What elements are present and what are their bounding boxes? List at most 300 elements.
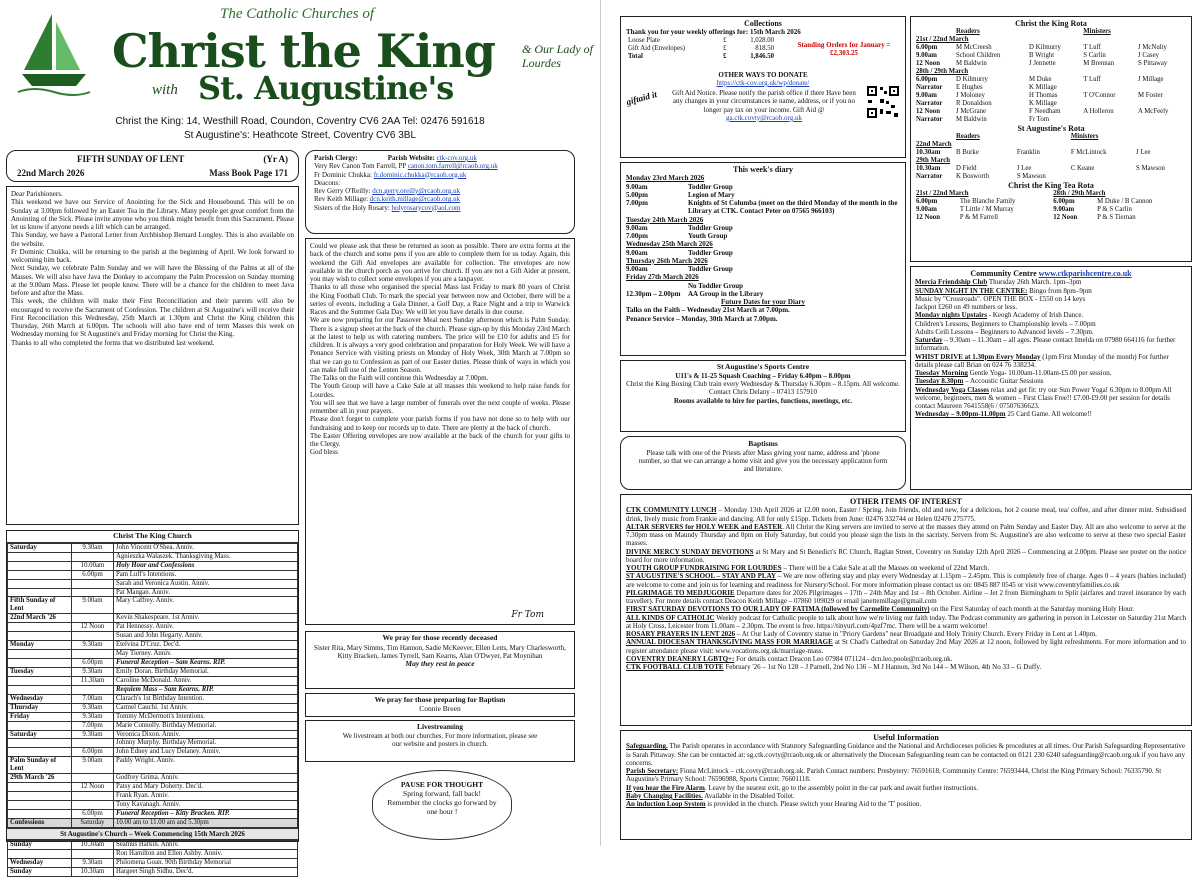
rota-minister-1: T O'Connor: [1083, 91, 1116, 99]
middle-paragraph: The Easter Offering envelopes are now available at the back of the church for your gifts to the Clergy.: [310, 431, 570, 448]
rota-minister-2: [1136, 116, 1188, 124]
mass-row: [8, 659, 298, 668]
mass-row: [8, 783, 298, 792]
interest-item-heading: COVENTRY DEANERY LGBTQ+:: [626, 654, 735, 663]
community-list: [915, 278, 1187, 418]
baptisms-box: [620, 436, 906, 490]
community-item-text: relax and get fit: try our Sun Power Yoga! 6.30pm to 8.00pm All welcome, beginners, men & women – First Class Free!! £7.00-£9.00 per session for details contact Maureen 7641558(6 / 07507636623.: [915, 385, 1172, 411]
rota-h-ministers: Ministers: [1070, 133, 1099, 141]
rota-box: [910, 16, 1192, 262]
website-label: Parish Website:: [387, 154, 435, 162]
mass-day: Friday: [8, 712, 72, 721]
rota-reader-1: B Burke: [956, 149, 979, 156]
sports-line2: Christ the King Boxing Club train every Wednesday & Thursday 6.30pm – 8.15pm. All welcome.: [626, 380, 900, 389]
middle-paragraph: The Talks on the Faith will continue this Wednesday at 7.00pm.: [310, 374, 489, 382]
interest-item-heading: CTK COMMUNITY LUNCH: [626, 506, 717, 515]
diary-day: Wednesday 25th March 2026: [626, 240, 713, 249]
deceased-title: We pray for those recently deceased: [382, 633, 498, 642]
mass-intention: Carmel Cauchi. 1st Anniv.: [114, 703, 298, 712]
sailboat-logo-icon: [14, 8, 94, 96]
rota-time: Narrator: [916, 172, 943, 180]
rota-ctk-table: [914, 28, 1188, 123]
rota-row: [914, 165, 1188, 173]
mass-time: 6.00pm: [72, 748, 114, 757]
mass-time: [72, 792, 114, 801]
mass-row: [8, 543, 298, 552]
interest-item: [626, 663, 1186, 671]
livestream-box: [305, 720, 575, 762]
tea-row: [914, 206, 1188, 214]
clergy-line: [314, 171, 566, 179]
diary-text: Toddler Group: [688, 223, 733, 232]
sports-line1: U11's & 11-25 Squash Coaching – Friday 6.40pm – 8.00pm: [675, 371, 851, 380]
tea-rota-table: [914, 190, 1188, 222]
interest-item-heading: PILGRIMAGE TO MEDJUGORIE: [626, 588, 735, 597]
community-title: Community Centre: [970, 269, 1037, 278]
middle-paragraph: Could we please ask that these be returned as soon as possible. There are extra forms at the back of the church and some pens if you are able to complete them for us today. Again, this weekend the Gift Aid envelopes are available for collection. The envelopes are now available in the church porch as you arrive for church. If you are not a Gift Aider at present, you may wish to collect some envelopes if you are a taxpayer.: [310, 242, 570, 283]
mass-time: [72, 588, 114, 597]
mass-intention: Funeral Reception – Kitty Bracken. RIP.: [114, 809, 298, 818]
diary-text: Knights of St Columba (meet on the third Monday of the month in the Library at CTK. Contact Peter on 07565 966103): [688, 199, 898, 216]
collections-thanks: Thank you for your weekly offerings for: 15th March 2026: [626, 28, 801, 37]
rota-reader-2: Fr Tom: [1029, 115, 1050, 123]
community-item: [915, 353, 1187, 370]
rota-minister-1: A Holleron: [1083, 107, 1114, 115]
rota-h-readers: Readers: [956, 133, 980, 141]
diary-time: [626, 282, 688, 290]
rota-reader-2: H Thomas: [1029, 91, 1058, 99]
community-item: [915, 328, 1187, 336]
useful-title: Useful Information: [873, 733, 939, 742]
deceased-box: [305, 631, 575, 689]
sunday-name: FIFTH SUNDAY OF LENT: [77, 154, 185, 164]
rota-h-blank3: [1134, 133, 1188, 141]
mass-intention: Pam Luff's Intentions.: [114, 570, 298, 579]
signature: Fr Tom: [511, 610, 544, 621]
interest-item: [626, 572, 1186, 589]
community-item-text: Bingo from 8pm–9pm: [1027, 286, 1092, 295]
mass-day: Wednesday: [8, 694, 72, 703]
diary-list: [626, 174, 900, 298]
clergy-name: Very Rev Canon Tom Farrell, PP: [314, 162, 408, 171]
diary-entry: [626, 249, 900, 257]
rota-reader-1: E Hughes: [956, 84, 983, 91]
collection-currency: £: [723, 52, 727, 60]
baptism-prayer-box: [305, 693, 575, 717]
mass-day: [8, 783, 72, 792]
community-item-heading: Mercia Friendship Club: [915, 278, 988, 287]
mass-intention: Godfrey Grima. Anniv.: [114, 774, 298, 783]
rota-time: 10.30am: [916, 164, 941, 172]
mass-intention: Sarah and Veronica Austin. Anniv.: [114, 579, 298, 588]
rota-reader-2: B Wright: [1029, 52, 1055, 60]
middle-text-box: [305, 238, 575, 625]
community-item-text: Children's Lessons, Beginners to Championship levels – 7.00pm: [915, 319, 1096, 328]
mass-time: [72, 739, 114, 748]
mass-day: Tuesday: [8, 667, 72, 676]
diary-entry: [626, 199, 900, 216]
giftaid-notice: Gift Aid Notice. Please notify the parish office if there Have been any changes in your circumstances ie name, address, or if you no longer pay tax on your income. Gift Aid @: [672, 89, 856, 114]
sports-title: St Augustine's Sports Centre: [716, 362, 810, 371]
tea-date-1: 21st / 22nd March: [916, 190, 969, 198]
address-sta: St Augustine's: Heathcote Street, Coventry CV6 3BL: [183, 130, 417, 141]
diary-time: 7.00pm: [626, 232, 648, 241]
diary-time: 9.00am: [626, 265, 648, 274]
interest-item: [626, 605, 1186, 613]
tea-row: [914, 214, 1188, 222]
diary-text: Youth Group: [688, 232, 728, 241]
sports-line4: Rooms available to hire for parties, functions, meetings, etc.: [673, 396, 853, 405]
clergy-name: Sisters of the Holy Rosary:: [314, 203, 392, 212]
community-item-text: – 9.30am – 11.30am – all ages. Please contact Imelda on 07980 664116 for further information.: [915, 336, 1176, 353]
useful-item-text: . Leave by the nearest exit, go to the assembly point in the car park and await further instructions.: [704, 783, 978, 792]
clergy-email[interactable]: dcn.keith.millage@rcaob.org.uk: [369, 195, 461, 204]
mass-intention: Requiem Mass – Sam Kearns. RIP.: [114, 685, 298, 694]
clergy-label: Parish Clergy:: [314, 154, 358, 162]
tea-row: [914, 198, 1188, 206]
community-item: [915, 303, 1187, 311]
mass-row: [8, 792, 298, 801]
community-item: [915, 410, 1187, 418]
rota-minister-2: J Lee: [1135, 149, 1151, 156]
rota-minister-2: M Foster: [1138, 91, 1163, 99]
community-item: [915, 386, 1187, 411]
community-item: [915, 377, 1187, 385]
interest-item-text: – There will be a Cake Sale at all the Masses on weekend of 22nd March.: [781, 564, 990, 573]
tea-family: T Little / M Murray: [959, 206, 1014, 214]
collections-title: Collections: [744, 19, 782, 28]
mass-intention: Pat Hennessy. Anniv.: [114, 623, 298, 632]
mass-table: [7, 543, 298, 828]
mass-row: [8, 623, 298, 632]
middle-body: [310, 242, 570, 457]
future-dates-title: Future Dates for your Diary: [721, 298, 805, 307]
diary-text: No Toddler Group: [688, 281, 743, 290]
mass-time: 9.30am: [72, 543, 114, 552]
diary-entry: [626, 183, 900, 191]
rota-reader-2: Franklin: [1016, 149, 1040, 156]
community-item: [915, 287, 1187, 295]
diary-entry: [626, 265, 900, 273]
clergy-name: Rev Keith Millage:: [314, 195, 370, 204]
mass-day: [8, 561, 72, 570]
mass-intention: Patsy and Mary Doherty. Dec'd.: [114, 783, 298, 792]
rota-time: Narrator: [916, 84, 943, 91]
rota-h-blank: [914, 133, 954, 141]
address-ctk: Christ the King: 14, Westhill Road, Coundon, Coventry CV6 2AA Tel: 02476 591618: [115, 116, 485, 127]
collection-amount: 818.50: [755, 44, 774, 52]
our-lady-of-lourdes: & Our Lady of Lourdes: [522, 42, 594, 71]
letter-paragraph: Thanks to all who completed the forms that we distributed last weekend.: [11, 338, 215, 347]
mass-intention: Seamus Harkin. Anniv.: [114, 841, 298, 850]
middle-paragraph: God bless: [310, 448, 338, 457]
rota-time: 6.00pm: [916, 44, 938, 52]
rota-reader-2: M Duke: [1029, 76, 1052, 84]
community-item: [915, 369, 1187, 377]
interest-item: [626, 506, 1186, 523]
rota-reader-2: K Millage: [1029, 99, 1057, 107]
mass-day: [8, 552, 72, 561]
clergy-line: [314, 187, 566, 195]
letter-paragraph: This Sunday, we have a Pastoral Letter from Archbishop Bernard Longley. This is also available on the website.: [11, 231, 294, 248]
mass-intention: Pat Mangan. Anniv.: [114, 588, 298, 597]
baptism-prayer-title: We pray for those preparing for Baptism: [374, 695, 506, 704]
mass-row: [8, 841, 298, 850]
sports-line3: Contact Chris Delany – 07413 157910: [709, 388, 817, 397]
diary-entry: [626, 224, 900, 232]
deceased-names: Sister Rita, Mary Simms, Tim Hannon, Sadie McKeever, Ellen Letts, Mary Charlesworth, Kitty Bracken, James Tyrrell, Sam Kearns, Alan O'Dwyer, Pat Moynihan: [314, 643, 566, 661]
useful-item: [626, 784, 1186, 792]
standing-orders: Standing Orders for January = £2,303.25: [797, 40, 891, 57]
mass-row: [8, 730, 298, 739]
mass-day: [8, 801, 72, 810]
clergy-line: [314, 204, 566, 212]
rota-reader-1: D Field: [956, 164, 977, 172]
mass-day: [8, 632, 72, 641]
rota-h-ministers: Ministers: [1083, 28, 1111, 36]
community-item-text: Music by "Crossroads". OPEN THE BOX - £550 on 14 keys: [915, 294, 1086, 303]
community-url[interactable]: www.ctkparishcentre.co.uk: [1038, 269, 1132, 278]
community-item: [915, 278, 1187, 286]
mass-day: Thursday: [8, 703, 72, 712]
page-divider: [600, 0, 601, 846]
mass-row: [8, 721, 298, 730]
rota-minister-2: [1136, 100, 1188, 108]
tea-date-2: 28th / 29th March: [1053, 190, 1106, 198]
interest-item-heading: DIVINE MERCY SUNDAY DEVOTIONS: [626, 547, 754, 556]
mass-row: [8, 614, 298, 623]
mass-row: [8, 667, 298, 676]
mass-row: [8, 757, 298, 774]
tea-time: 9.00am: [1053, 206, 1075, 214]
mass-day: [8, 650, 72, 659]
useful-item-heading: An induction Loop System: [626, 800, 706, 809]
collection-label: Loose Plate: [628, 36, 660, 44]
mass-day: Fifth Sunday of Lent: [8, 597, 72, 614]
middle-paragraph: Please don't forget to complete your parish forms if you have not done so to help with our fundraising and to keep our records up to date. There are plenty at the back of church.: [310, 415, 570, 432]
rota-reader-2: D Kilmurry: [1029, 44, 1061, 52]
diary-text: Toddler Group: [688, 265, 733, 274]
sunday-date: 22nd March 2026: [17, 167, 85, 178]
sta-mass-table: [7, 840, 298, 877]
mass-day: [8, 676, 72, 685]
mass-time: 7.00am: [72, 694, 114, 703]
mass-time: 12 Noon: [72, 783, 114, 792]
mass-row: [8, 703, 298, 712]
useful-item: [626, 792, 1186, 800]
interest-item: [626, 564, 1186, 572]
pause-text: Spring forward, fall back! Remember the clocks go forward by one hour !: [387, 788, 497, 816]
mass-time: [72, 579, 114, 588]
rota-minister-2: [1136, 84, 1188, 92]
rota-h-blank2: [1015, 133, 1069, 141]
rota-reader-2: S Mawson: [1016, 172, 1046, 180]
rota-time: 12 Noon: [916, 60, 940, 68]
clergy-email[interactable]: fr.dominic.chukka@rcaob.org.uk: [373, 170, 467, 179]
collection-currency: £: [723, 44, 727, 52]
diary-entry: [626, 290, 900, 298]
letter-paragraph: This week, the children will make their First Reconciliation and their parents will also be encouraged to receive the Sacrament of Confession. The children at St Augustine's will receive their First Reconciliation this Wednesday, 25th March at 1.30pm and Christ the King children this Thursday, 26th March at 6.00pm. The schools will also have end of term Masses this week on Wednesday morning for St Augustine's and Friday morning for Christ the King.: [11, 297, 294, 339]
mass-day: [8, 570, 72, 579]
mass-day: Saturday: [8, 730, 72, 739]
rota-minister-2: J Casey: [1138, 52, 1159, 60]
community-item: [915, 311, 1187, 319]
mass-day: Monday: [8, 641, 72, 650]
tea-header: [914, 190, 1188, 198]
pause-for-thought: [372, 770, 512, 840]
mass-time: [72, 632, 114, 641]
rota-header: [914, 133, 1188, 141]
masthead-subtitle: St. Augustine's: [198, 69, 454, 107]
baptisms-title: Baptisms: [748, 439, 778, 448]
diary-entry: [626, 191, 900, 199]
mass-intention: Marie Connolly. Birthday Memorial.: [114, 721, 298, 730]
useful-item-text: is provided in the church. Please switch your Hearing Aid to the 'T' position.: [705, 800, 922, 809]
mass-row: [8, 748, 298, 757]
rota-row: [914, 60, 1188, 68]
masthead: [0, 0, 600, 145]
rota-row: [914, 52, 1188, 60]
interest-item: [626, 638, 1186, 655]
mass-intention: Susan and John Hegarty. Anniv.: [114, 632, 298, 641]
useful-item-text: Fiona McLintock – ctk.covty@rcaob.org.uk. Parish Contact numbers: Presbytery: 76591618, Community Centre: 76593444, Christ the King Primary School: 76335790. St Augustine's Primary School: 76596988, Sports Centre: 76601118.: [626, 767, 1162, 784]
tea-family: P & S Carlin: [1097, 206, 1132, 214]
mass-time: 10.30am: [72, 867, 114, 876]
mass-time: [72, 850, 114, 859]
diary-time: 9.00am: [626, 248, 648, 257]
mass-row: [8, 739, 298, 748]
useful-list: [626, 742, 1186, 808]
interest-item-heading: YOUTH GROUP FUNDRAISING FOR LOURDES: [626, 564, 782, 573]
rota-row: [914, 84, 1188, 92]
rota-row: [914, 68, 1188, 76]
clergy-email[interactable]: holyrosarycov@aol.com: [391, 203, 461, 212]
website-link[interactable]: ctk-cov.org.uk: [436, 154, 477, 162]
collection-row: [626, 45, 776, 53]
letter-paragraph: Fr Dominic Chukka, will be returning to the parish at the beginning of April. We look forward to welcoming him back.: [11, 247, 294, 264]
baptisms-text: Please talk with one of the Priests after Mass giving your name, address and 'phone number, so that we can arrange a home visit and give you the necessary application form and literature.: [638, 448, 888, 474]
rota-minister-1: S Carlin: [1083, 52, 1106, 60]
clergy-email[interactable]: canon.tom.farrell@rcaob.org.uk: [407, 162, 498, 171]
interest-item-heading: ST AUGUSTINE'S SCHOOL – STAY AND PLAY: [626, 572, 777, 581]
rota-minister-1: T Luff: [1083, 44, 1101, 52]
mass-time: 9.00am: [72, 597, 114, 614]
rota-reader-2: K Millage: [1029, 84, 1057, 91]
mass-intention: Hargeet Singh Sidhu. Dec'd.: [114, 867, 298, 876]
rota-date: 28th / 29th March: [916, 68, 969, 76]
rota-row: [914, 116, 1188, 124]
rota-minister-2: S Pittaway: [1138, 60, 1168, 68]
masthead-title: Christ the King: [112, 24, 495, 78]
useful-item-heading: Baby Changing Facilities.: [626, 791, 703, 800]
diary-entry: [626, 282, 900, 290]
mass-time: [72, 552, 114, 561]
diary-title: This week's diary: [732, 165, 793, 174]
rota-time: Narrator: [916, 99, 943, 107]
collection-amount: 1,846.50: [750, 52, 774, 60]
clergy-email[interactable]: dcn.gerry.oreilly@rcaob.org.uk: [372, 187, 461, 195]
middle-paragraph: We are now preparing for our Passover Meal next Sunday afternoon which is Palm Sunday. There is a signup sheet at the back of the church. Please sign-up by this Monday 23rd March at the latest to help us with catering numbers. The price will be £10 for adults and £5 for children. It is always a very good celebration and preparation for Holy Week. We will have a Penance Service with visiting priests on Monday of Holy Week, 30th March at 7.00pm so that we can go to Confession as part of our Easter duties. Please think of ways in which you can make full use of the Lenten Season.: [310, 316, 570, 374]
mass-time: [72, 685, 114, 694]
tea-time: 6.00pm: [1053, 198, 1075, 206]
middle-paragraph: You will see that we have a large number of funerals over the next couple of weeks. Please remember all in your prayers.: [310, 398, 570, 415]
mass-day: [8, 588, 72, 597]
tea-time: 6.00pm: [916, 198, 938, 206]
mass-row: [8, 588, 298, 597]
mass-intention: Ron Hamilton and Ellen Ashby. Anniv.: [114, 850, 298, 859]
interest-item-heading: FIRST SATURDAY DEVOTIONS TO OUR LADY OF FATIMA (followed by Carmelite Community): [626, 605, 930, 614]
rota-time: 12 Noon: [916, 107, 940, 115]
other-title: OTHER ITEMS OF INTEREST: [850, 497, 962, 506]
interest-item-text: on the First Saturday of each month at the Saturday morning Holy Hour.: [929, 605, 1135, 614]
mass-time: 6.00pm: [72, 659, 114, 668]
mass-day: Palm Sunday of Lent: [8, 757, 72, 774]
clergy-name: Deacons:: [314, 178, 341, 187]
mass-intention: Paddy Wright. Anniv.: [114, 757, 298, 774]
donate-link[interactable]: https://ctk-cov.org.uk/wp/donate/: [716, 78, 810, 87]
interest-item-text: Weekly podcast for Catholic people to talk about how we're living our faith today. The Podcast community are gathering in person in Leicester on Saturday 21st March at Holy Cross, Leicester from 11.00am – 2.30pm. The event is free. https://tinyurl.com/4pzf7mc. There will be a warm welcome!: [626, 613, 1186, 630]
mass-row: [8, 650, 298, 659]
clergy-line: [314, 195, 566, 203]
community-item: [915, 336, 1187, 353]
interest-item-heading: ALL KINDS OF CATHOLIC: [626, 613, 715, 622]
community-title-row: [915, 269, 1187, 278]
mass-intention: Frank Ryan. Anniv.: [114, 792, 298, 801]
rota-reader-1: M Baldwin: [956, 115, 987, 123]
mass-time: Saturday: [72, 818, 114, 827]
rota-minister-1: [1081, 116, 1136, 124]
mass-day: [8, 623, 72, 632]
mass-row: [8, 774, 298, 783]
mass-row: [8, 632, 298, 641]
rota-reader-1: M Baldwin: [956, 60, 987, 68]
rota-minister-2: J Millage: [1138, 76, 1164, 84]
diary-text: Toddler Group: [688, 248, 733, 257]
mass-time: 7.00pm: [72, 721, 114, 730]
mass-day: [8, 792, 72, 801]
catholic-churches-of: The Catholic Churches of: [220, 6, 375, 22]
mass-time: 9.30am: [72, 703, 114, 712]
giftaid-email[interactable]: ga.ctk.covty@rcaob.org.uk: [726, 113, 802, 122]
other-items-box: [620, 494, 1192, 726]
community-item-heading: Wednesday Yoga Classes: [915, 385, 990, 394]
interest-item: [626, 655, 1186, 663]
rota-minister-2: J McNulty: [1138, 44, 1167, 52]
useful-item: [626, 800, 1186, 808]
mass-day: [8, 721, 72, 730]
useful-item-heading: Parish Secretary:: [626, 767, 679, 776]
collection-currency: £: [723, 36, 727, 44]
clergy-line: [314, 162, 566, 170]
community-item-heading: Saturday: [915, 336, 943, 345]
diary-text: AA Group in the Library: [688, 289, 764, 298]
rota-row: [914, 44, 1188, 52]
mass-intention: Emily Doran. Birthday Memorial.: [114, 667, 298, 676]
diary-time: 9.00am: [626, 182, 648, 191]
mass-time: 9.00am: [72, 757, 114, 774]
mass-time: 9.30am: [72, 641, 114, 650]
clergy-name: Rev Gerry O'Reilly:: [314, 187, 373, 195]
mass-row: [8, 685, 298, 694]
community-item-heading: Monday nights Upstairs: [915, 311, 987, 320]
tea-time: 9.00am: [916, 206, 937, 214]
rota-h-blank: [914, 28, 954, 36]
collection-row: [626, 53, 776, 61]
rota-row: [914, 36, 1188, 44]
interest-item-text: – At Our Lady of Coventry statue in "Priory Gardens" near Broadgate and Holy Trinity Church. Every Friday in Lent at 1.40pm.: [735, 630, 1097, 639]
mass-row: [8, 818, 298, 827]
mass-row: [8, 570, 298, 579]
